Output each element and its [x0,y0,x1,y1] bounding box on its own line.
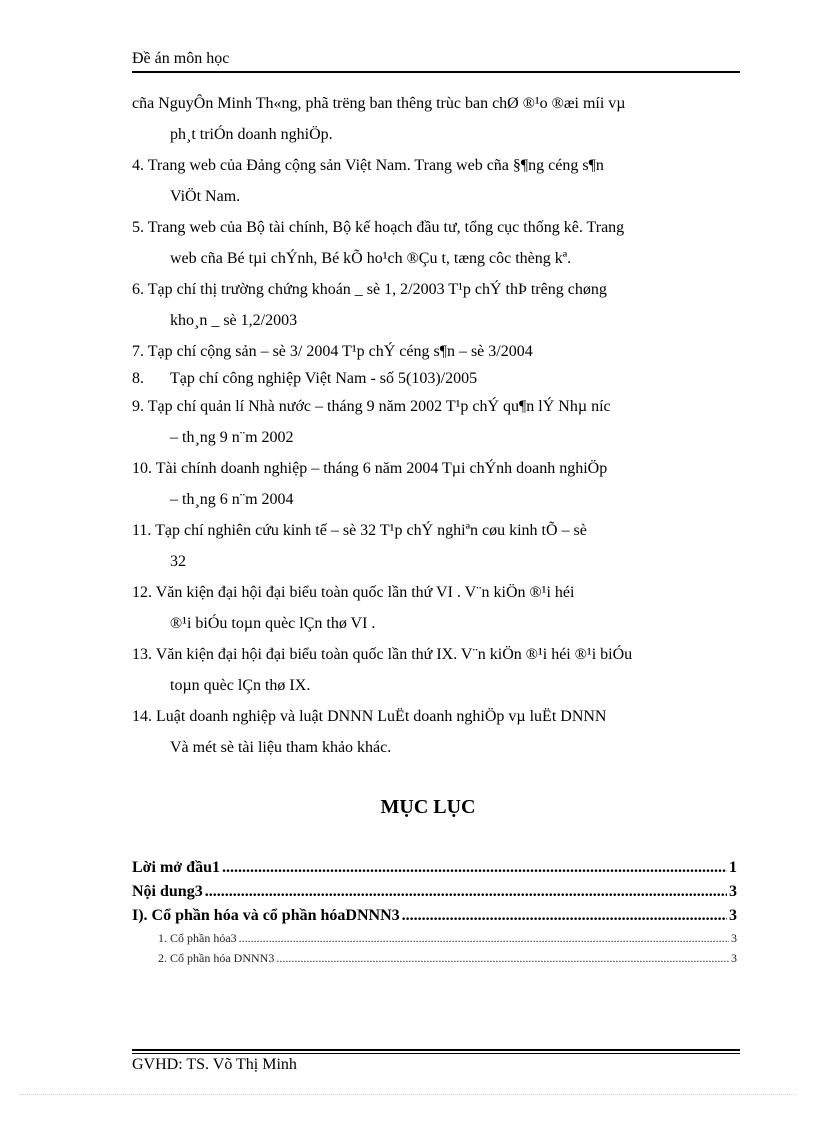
reference-line: 12. Văn kiện đại hội đại biểu toàn quốc lần thứ VI . V¨n kiÖn ®¹i héi [132,584,575,601]
reference-line: 10. Tài chính doanh nghiệp – tháng 6 năm 2004 Tµi chÝnh doanh nghiÖp [132,460,608,477]
reference-line: Tạp chí công nghiệp Việt Nam - số 5(103)/2005 [170,370,478,387]
reference-line: 4. Trang web của Đảng cộng sản Việt Nam. Trang web cña §¶ng céng s¶n [132,157,604,174]
reference-line-cont: Và mét sè tài liệu tham khảo khác. [170,739,392,756]
reference-line: 14. Luật doanh nghiệp và luật DNNN LuËt doanh nghiÖp vµ luËt DNNN [132,708,607,725]
toc-entry-label: 2. Cổ phần hóa DNNN3 [158,951,275,965]
footer-rule [132,1049,740,1051]
reference-line: 11. Tạp chí nghiên cứu kinh tế – sè 32 T¹p chÝ nghiªn cøu kinh tÕ – sè [132,522,587,539]
reference-line-cont: web cña Bé tµi chÝnh, Bé kÕ ho¹ch ®Çu t, tæng côc thèng kª. [170,250,572,267]
reference-line-cont: 32 [170,553,186,570]
toc-leader-dots [402,904,727,928]
toc-entry-label: Lời mở đầu1 [132,859,220,876]
toc-leader-dots [222,856,727,880]
toc-entry-page: 3 [731,951,737,965]
reference-line: 9. Tạp chí quản lí Nhà nước – tháng 9 năm 2002 T¹p chÝ qu¶n lÝ Nhµ níc [132,398,611,415]
reference-item [132,453,752,515]
reference-line: 6. Tạp chí thị trường chứng khoán _ sè 1, 2/2003 T¹p chÝ thÞ trêng chøng [132,281,607,298]
reference-item [132,336,752,367]
header-rule [132,71,740,73]
reference-list [132,88,752,763]
toc-entry-page: 1 [729,859,737,876]
toc-entry-label: 1. Cổ phần hóa3 [158,931,237,945]
reference-number: 8. [132,370,144,387]
reference-item [132,515,752,577]
toc-title: MỤC LỤC [380,796,476,818]
toc-entry[interactable] [132,856,737,880]
toc-leader-dots [205,880,727,904]
reference-line-cont: – th¸ng 9 n¨m 2002 [170,429,294,446]
toc-entry-page: 3 [729,883,737,900]
reference-item [132,701,752,763]
reference-item [132,274,752,336]
reference-line: 5. Trang web của Bộ tài chính, Bộ kế hoạch đầu tư, tổng cục thống kê. Trang [132,219,625,236]
reference-line-cont: ViÖt Nam. [170,188,241,205]
toc-entry-label: Nội dung3 [132,883,203,900]
reference-item [132,150,752,212]
toc-sub-entry[interactable] [132,948,737,968]
toc-entry[interactable] [132,904,737,928]
toc-leader-dots [239,928,729,948]
toc-entry-page: 3 [729,907,737,924]
reference-line-cont: ®¹i biÓu toµn quèc lÇn thø VI . [170,615,376,632]
reference-item [132,212,752,274]
reference-item [132,577,752,639]
reference-item [132,88,752,150]
table-of-contents [132,856,737,968]
reference-item [132,639,752,701]
page-header: Đề án môn học [132,50,230,67]
toc-entry-label: I). Cổ phần hóa và cổ phần hóaDNNN3 [132,907,400,924]
reference-line: 7. Tạp chí cộng sản – sè 3/ 2004 T¹p chÝ céng s¶n – sè 3/2004 [132,343,533,360]
reference-line-cont: ph¸t triÓn doanh nghiÖp. [170,126,333,143]
reference-line: cña NguyÔn Minh Th«ng, phã trëng ban thêng trùc ban chØ ®¹o ®æi míi vµ [132,95,626,112]
toc-leader-dots [276,948,729,968]
toc-sub-entry[interactable] [132,928,737,948]
reference-line: 13. Văn kiện đại hội đại biểu toàn quốc lần thứ IX. V¨n kiÖn ®¹i héi ®¹i biÓu [132,646,633,663]
toc-entry-page: 3 [731,931,737,945]
reference-line-cont: – th¸ng 6 n¨m 2004 [170,491,294,508]
toc-entry[interactable] [132,880,737,904]
page-edge [20,1094,796,1095]
reference-line-cont: kho¸n _ sè 1,2/2003 [170,312,298,329]
footer-rule-thin [132,1053,740,1054]
page-footer: GVHD: TS. Võ Thị Minh [132,1056,297,1073]
reference-item [132,367,752,391]
reference-item [132,391,752,453]
reference-line-cont: toµn quèc lÇn thø IX. [170,677,311,694]
